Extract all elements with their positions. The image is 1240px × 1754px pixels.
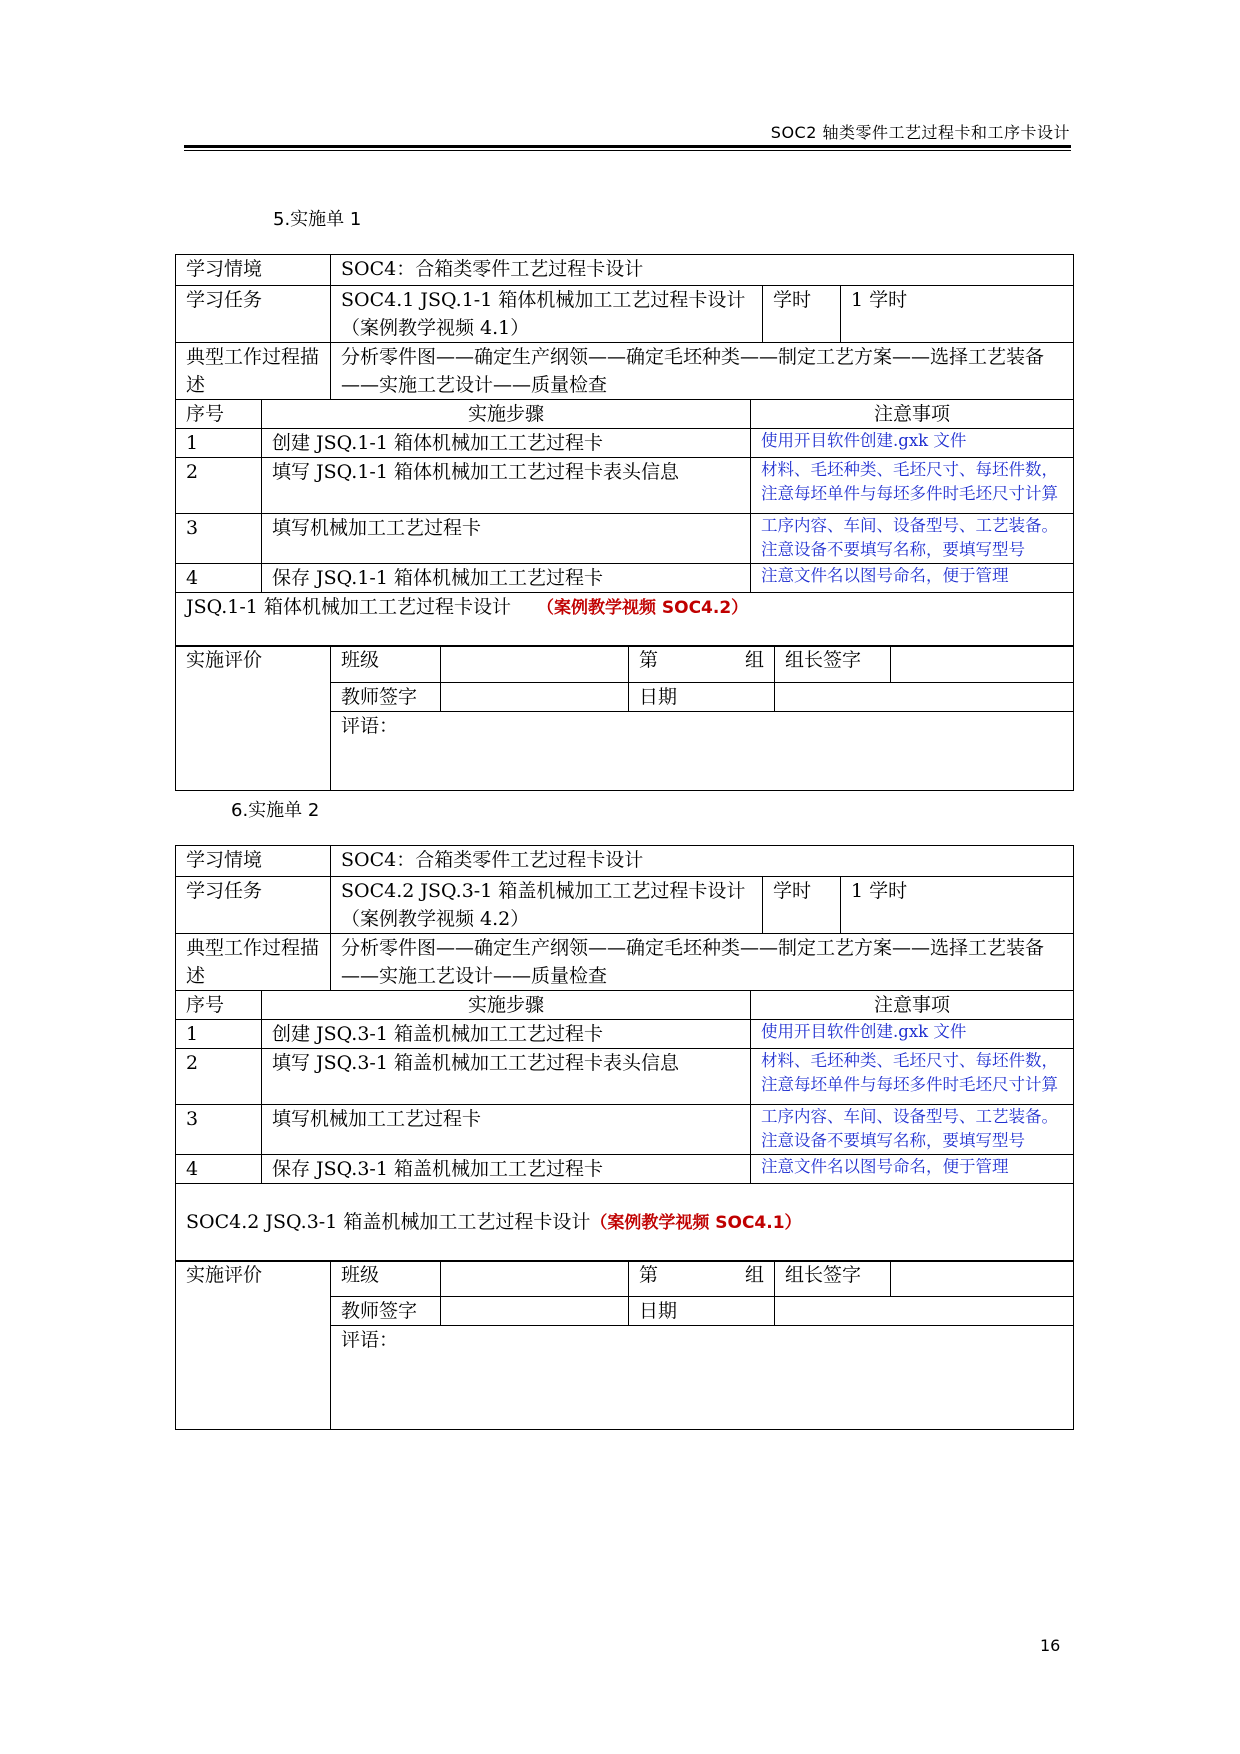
situation-value: SOC4：合箱类零件工艺过程卡设计: [331, 846, 1074, 877]
process-label: 典型工作过程描述: [176, 343, 331, 400]
date-value[interactable]: [775, 1297, 1074, 1326]
group-suffix: 组: [744, 649, 764, 671]
class-value[interactable]: [441, 646, 629, 683]
sheet-1-title: 5.实施单 1: [273, 209, 362, 230]
step-note: 工序内容、车间、设备型号、工艺装备。注意设备不要填写名称，要填写型号: [751, 1105, 1074, 1155]
step-no: 1: [176, 1020, 262, 1049]
step-note: 注意文件名以图号命名，便于管理: [751, 564, 1074, 593]
teacher-signature[interactable]: [441, 1297, 629, 1326]
step-text: 保存 JSQ.3-1 箱盖机械加工工艺过程卡: [262, 1155, 751, 1184]
process-row: [176, 934, 1074, 991]
date-label: 日期: [629, 683, 775, 712]
comment-cell[interactable]: 评语：: [331, 1326, 1074, 1430]
sheet-1-table: [175, 254, 1074, 647]
step-row: [176, 1049, 1074, 1105]
step-row: [176, 514, 1074, 564]
situation-row: [176, 846, 1074, 877]
result-cell: [176, 593, 1074, 647]
step-note: 材料、毛坯种类、毛坯尺寸、每坯件数，注意每坯单件与每坯多件时毛坯尺寸计算: [751, 458, 1074, 514]
task-line-1: SOC4.1 JSQ.1-1 箱体机械加工工艺过程卡设计: [341, 289, 746, 311]
result-text: JSQ.1-1 箱体机械加工工艺过程卡设计: [186, 596, 511, 618]
header-rule-thin: [184, 150, 1071, 151]
date-value[interactable]: [775, 683, 1074, 712]
step-note: 使用开目软件创建.gxk 文件: [751, 429, 1074, 458]
col-step-header: 实施步骤: [262, 991, 751, 1020]
step-no: 1: [176, 429, 262, 458]
group-prefix: 第: [639, 1264, 659, 1286]
hours-label: 学时: [763, 286, 841, 343]
hours-value: 1 学时: [841, 286, 1074, 343]
step-text: 填写 JSQ.3-1 箱盖机械加工工艺过程卡表头信息: [262, 1049, 751, 1105]
process-row: [176, 343, 1074, 400]
steps-header-row: [176, 400, 1074, 429]
leader-signature[interactable]: [891, 1261, 1074, 1297]
step-no: 4: [176, 564, 262, 593]
eval-row-1: [176, 646, 1074, 683]
step-no: 2: [176, 458, 262, 514]
result-video: （案例教学视频 SOC4.2）: [536, 598, 749, 618]
result-text: SOC4.2 JSQ.3-1 箱盖机械加工工艺过程卡设计: [186, 1211, 591, 1233]
group-prefix: 第: [639, 649, 659, 671]
sheet-2-title: 6.实施单 2: [231, 800, 320, 821]
process-label: 典型工作过程描述: [176, 934, 331, 991]
result-video: （案例教学视频 SOC4.1）: [590, 1213, 802, 1233]
step-row: [176, 458, 1074, 514]
step-text: 创建 JSQ.1-1 箱体机械加工工艺过程卡: [262, 429, 751, 458]
step-note: 使用开目软件创建.gxk 文件: [751, 1020, 1074, 1049]
task-line-2: （案例教学视频 4.2）: [341, 908, 530, 930]
sheet-2-table: [175, 845, 1074, 1262]
situation-value: SOC4：合箱类零件工艺过程卡设计: [331, 255, 1074, 286]
task-value: [331, 877, 763, 934]
col-no-header: 序号: [176, 991, 262, 1020]
col-no-header: 序号: [176, 400, 262, 429]
eval-label: 实施评价: [176, 1261, 331, 1430]
col-note-header: 注意事项: [751, 991, 1074, 1020]
page-number: 16: [1040, 1636, 1061, 1655]
steps-header-row: [176, 991, 1074, 1020]
leader-signature[interactable]: [891, 646, 1074, 683]
task-row: [176, 877, 1074, 934]
date-label: 日期: [629, 1297, 775, 1326]
eval-label: 实施评价: [176, 646, 331, 791]
result-row: [176, 593, 1074, 647]
group-cell[interactable]: [629, 1261, 775, 1297]
hours-label: 学时: [763, 877, 841, 934]
step-text: 创建 JSQ.3-1 箱盖机械加工工艺过程卡: [262, 1020, 751, 1049]
class-value[interactable]: [441, 1261, 629, 1297]
class-label: 班级: [331, 1261, 441, 1297]
teacher-label: 教师签字: [331, 1297, 441, 1326]
comment-cell[interactable]: 评语：: [331, 712, 1074, 791]
step-no: 3: [176, 514, 262, 564]
task-label: 学习任务: [176, 877, 331, 934]
situation-label: 学习情境: [176, 255, 331, 286]
process-value: 分析零件图——确定生产纲领——确定毛坯种类——制定工艺方案——选择工艺装备——实施工艺设计——质量检查: [331, 934, 1074, 991]
result-cell: [176, 1184, 1074, 1262]
step-text: 填写机械加工工艺过程卡: [262, 1105, 751, 1155]
step-row: [176, 429, 1074, 458]
col-note-header: 注意事项: [751, 400, 1074, 429]
teacher-label: 教师签字: [331, 683, 441, 712]
task-value: [331, 286, 763, 343]
step-text: 填写 JSQ.1-1 箱体机械加工工艺过程卡表头信息: [262, 458, 751, 514]
header-rule: [184, 145, 1071, 148]
sheet-1-eval-table: [175, 645, 1074, 791]
leader-label: 组长签字: [775, 646, 891, 683]
step-note: 工序内容、车间、设备型号、工艺装备。注意设备不要填写名称，要填写型号: [751, 514, 1074, 564]
task-line-1: SOC4.2 JSQ.3-1 箱盖机械加工工艺过程卡设计: [341, 880, 746, 902]
step-row: [176, 564, 1074, 593]
task-row: [176, 286, 1074, 343]
col-step-header: 实施步骤: [262, 400, 751, 429]
step-note: 注意文件名以图号命名，便于管理: [751, 1155, 1074, 1184]
step-no: 3: [176, 1105, 262, 1155]
group-cell[interactable]: [629, 646, 775, 683]
step-no: 4: [176, 1155, 262, 1184]
teacher-signature[interactable]: [441, 683, 629, 712]
step-note: 材料、毛坯种类、毛坯尺寸、每坯件数，注意每坯单件与每坯多件时毛坯尺寸计算: [751, 1049, 1074, 1105]
situation-row: [176, 255, 1074, 286]
hours-value: 1 学时: [841, 877, 1074, 934]
running-header: SOC2 轴类零件工艺过程卡和工序卡设计: [770, 123, 1070, 142]
class-label: 班级: [331, 646, 441, 683]
result-row: [176, 1184, 1074, 1262]
step-text: 填写机械加工工艺过程卡: [262, 514, 751, 564]
group-suffix: 组: [744, 1264, 764, 1286]
process-value: 分析零件图——确定生产纲领——确定毛坯种类——制定工艺方案——选择工艺装备——实施工艺设计——质量检查: [331, 343, 1074, 400]
step-text: 保存 JSQ.1-1 箱体机械加工工艺过程卡: [262, 564, 751, 593]
leader-label: 组长签字: [775, 1261, 891, 1297]
eval-row-1: [176, 1261, 1074, 1297]
sheet-2-eval-table: [175, 1260, 1074, 1430]
step-row: [176, 1155, 1074, 1184]
task-line-2: （案例教学视频 4.1）: [341, 317, 530, 339]
step-no: 2: [176, 1049, 262, 1105]
step-row: [176, 1020, 1074, 1049]
situation-label: 学习情境: [176, 846, 331, 877]
task-label: 学习任务: [176, 286, 331, 343]
step-row: [176, 1105, 1074, 1155]
